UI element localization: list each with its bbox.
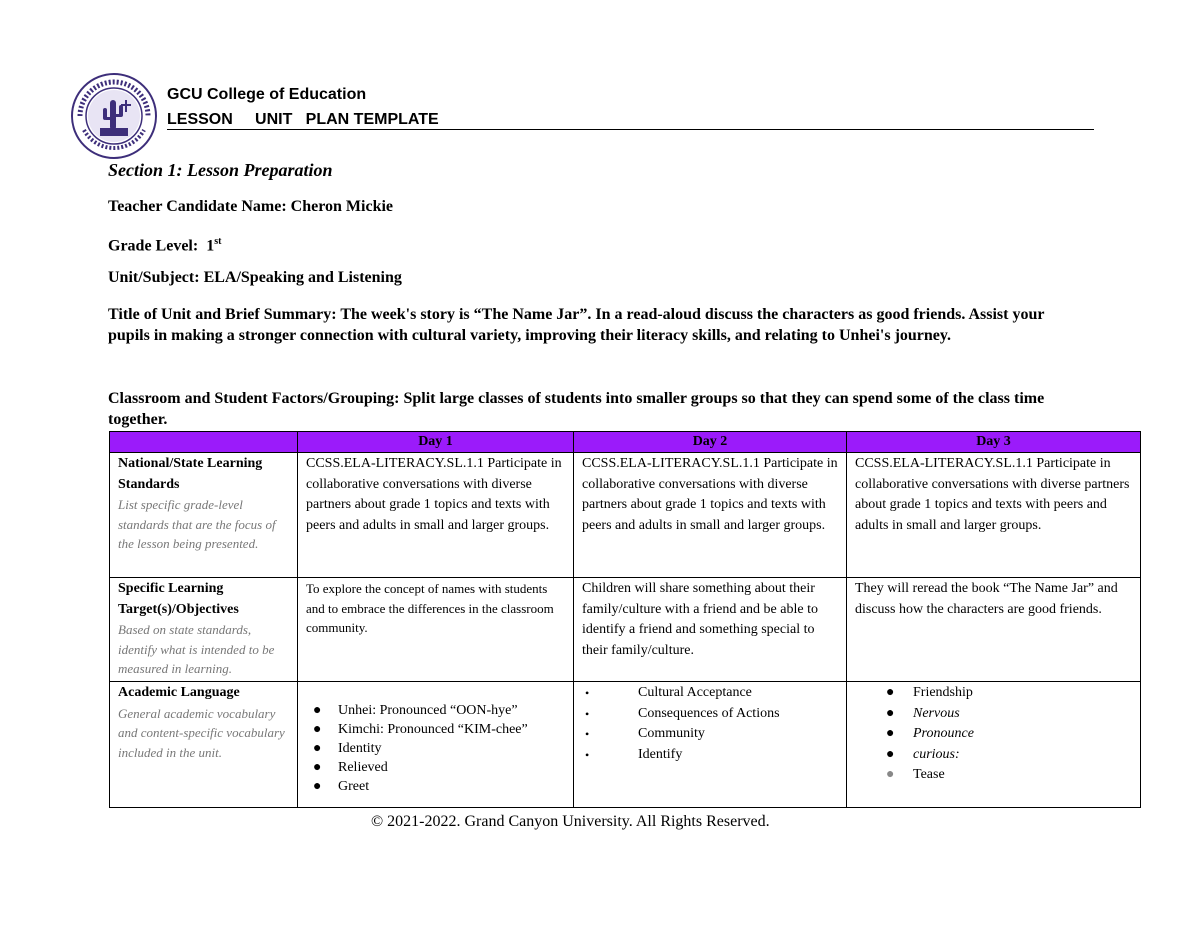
teacher-name-field (108, 196, 393, 217)
list-item: ● Tease (886, 767, 945, 782)
section-title: Section 1: Lesson Preparation (108, 160, 333, 180)
list-item: ● Nervous (886, 705, 960, 721)
list-item: • Consequences of Actions (585, 705, 780, 721)
list-item: ● Identity (313, 741, 382, 756)
column-header-day2: Day 2 (574, 432, 847, 453)
grade-level-field (108, 231, 221, 256)
table-row-academic-language (110, 682, 1141, 808)
list-item: ● Kimchi: Pronounced “KIM-chee” (313, 722, 528, 737)
lesson-plan-table (109, 431, 1141, 808)
standards-day2: CCSS.ELA-LITERACY.SL.1.1 Participate in collaborative conversations with diverse partners about grade 1 topics and texts with peers and adults in small and larger groups. (574, 453, 847, 578)
copyright-footer: © 2021-2022. Grand Canyon University. All Rights Reserved. (371, 813, 770, 830)
subject-field (108, 267, 402, 288)
template-title: LESSON UNIT PLAN TEMPLATE (167, 111, 1094, 130)
table-header-row (110, 432, 1141, 453)
factors-value: Split large classes of students into smaller groups so that they can spend some of the class time together. (108, 390, 1045, 428)
list-item: • Identify (585, 746, 683, 762)
objectives-day1: To explore the concept of names with students and to embrace the differences in the classroom community. (298, 578, 574, 682)
subject-label: Unit/Subject: (108, 269, 200, 286)
row-description: Based on state standards, identify what is intended to be measured in learning. (118, 622, 275, 676)
teacher-value: Cheron Mickie (290, 198, 394, 215)
table-row-objectives (110, 578, 1141, 682)
list-item: • Community (585, 726, 705, 741)
subject-value: ELA/Speaking and Listening (203, 269, 402, 286)
teacher-label: Teacher Candidate Name: (108, 198, 287, 215)
objectives-day3: They will reread the book “The Name Jar” and discuss how the characters are good friends. (847, 578, 1141, 682)
row-head-standards (110, 453, 298, 578)
list-item: ● curious: (886, 746, 960, 762)
list-item: ● Greet (313, 779, 370, 794)
row-title: National/State Learning Standards (118, 456, 263, 492)
grade-label: Grade Level: (108, 237, 199, 255)
grade-suffix: st (214, 236, 222, 247)
list-item: ● Unhei: Pronounced “OON-hye” (313, 703, 518, 718)
column-header-empty (110, 432, 298, 453)
list-item: ● Friendship (886, 685, 973, 700)
standards-day1: CCSS.ELA-LITERACY.SL.1.1 Participate in collaborative conversations with diverse partners about grade 1 topics and texts with peers and adults in small and larger groups. (298, 453, 574, 578)
row-title: Specific Learning Target(s)/Objectives (118, 581, 239, 617)
summary-value: The week's story is “The Name Jar”. In a read-aloud discuss the characters as good friends. Assist your pupils in making a stronger connection with cultural variety, improving their literacy skills, and relating to Unhei's journey. (108, 306, 1045, 344)
row-head-academic-language (110, 682, 298, 808)
factors-field (108, 388, 1083, 430)
column-header-day3: Day 3 (847, 432, 1141, 453)
summary-field (108, 304, 1083, 346)
list-item: • Cultural Acceptance (585, 685, 752, 700)
standards-day3: CCSS.ELA-LITERACY.SL.1.1 Participate in collaborative conversations with diverse partners about grade 1 topics and texts with peers and adults in small and larger groups. (847, 453, 1141, 578)
list-item: ● Relieved (313, 760, 388, 775)
row-head-objectives (110, 578, 298, 682)
column-header-day1: Day 1 (298, 432, 574, 453)
row-description: List specific grade-level standards that are the focus of the lesson being presented. (118, 497, 276, 551)
list-item: ● Pronounce (886, 726, 974, 741)
row-title: Academic Language (118, 685, 240, 700)
summary-label: Title of Unit and Brief Summary: (108, 306, 337, 323)
objectives-day2: Children will share something about their family/culture with a friend and be able to identify a friend and something special to their family/culture. (574, 578, 847, 682)
vocab-day1 (298, 682, 574, 808)
college-name: GCU College of Education (167, 86, 367, 103)
grade-value: 1 (206, 237, 215, 255)
table-row-standards (110, 453, 1141, 578)
vocab-day2 (574, 682, 847, 808)
row-description: General academic vocabulary and content-specific vocabulary included in the unit. (118, 705, 285, 760)
factors-label: Classroom and Student Factors/Grouping: (108, 390, 400, 407)
gcu-seal-icon (70, 72, 158, 160)
vocab-day3 (847, 682, 1141, 808)
